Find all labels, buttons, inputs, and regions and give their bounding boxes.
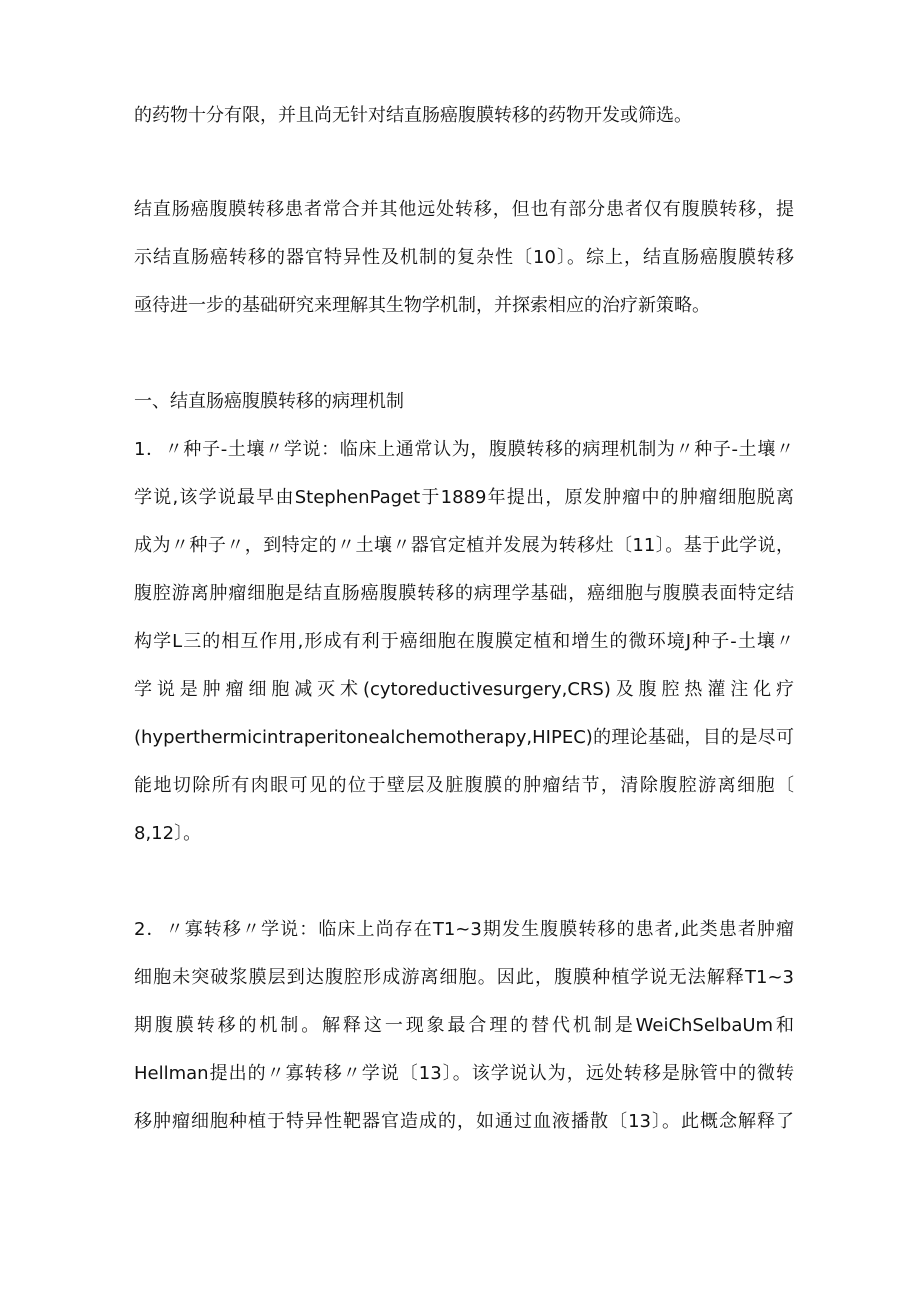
text-line: (hyperthermicintraperitonealchemotherapy,HIPEC)的理论基础，目的是尽可 [134, 727, 794, 748]
text-line: 能地切除所有肉眼可见的位于壁层及脏腹膜的肿瘤结节，清除腹腔游离细胞〔 [134, 775, 794, 796]
text-line: 结直肠癌腹膜转移患者常合并其他远处转移，但也有部分患者仅有腹膜转移，提 [134, 199, 794, 220]
text-line: Hellman提出的〃寡转移〃学说〔13〕。该学说认为，远处转移是脉管中的微转 [134, 1063, 794, 1084]
text-line: 2．〃寡转移〃学说：临床上尚存在T1~3期发生腹膜转移的患者,此类患者肿瘤 [134, 919, 794, 940]
text-line: 亟待进一步的基础研究来理解其生物学机制，并探索相应的治疗新策略。 [134, 295, 710, 316]
section-heading: 一、结直肠癌腹膜转移的病理机制 [134, 391, 404, 412]
text-line: 成为〃种子〃，到特定的〃土壤〃器官定植并发展为转移灶〔11〕。基于此学说， [134, 535, 794, 556]
text-line: 学说是肿瘤细胞减灭术(cytoreductivesurgery,CRS)及腹腔热灌注化疗 [134, 679, 794, 700]
text-line: 构学L三的相互作用,形成有利于癌细胞在腹膜定植和增生的微环境J种子-土壤〃 [134, 631, 794, 652]
text-line: 示结直肠癌转移的器官特异性及机制的复杂性〔10〕。综上，结直肠癌腹膜转移 [134, 247, 794, 268]
text-line: 细胞未突破浆膜层到达腹腔形成游离细胞。因此，腹膜种植学说无法解释T1~3 [134, 967, 794, 988]
text-line: 移肿瘤细胞种植于特异性靶器官造成的，如通过血液播散〔13〕。此概念解释了 [134, 1111, 794, 1132]
text-line: 期腹膜转移的机制。解释这一现象最合理的替代机制是WeiChSelbaUm和 [134, 1015, 794, 1036]
text-line: 的药物十分有限，并且尚无针对结直肠癌腹膜转移的药物开发或筛选。 [134, 105, 692, 126]
text-line: 1．〃种子-土壤〃学说：临床上通常认为，腹膜转移的病理机制为〃种子-土壤〃 [134, 439, 794, 460]
text-line: 腹腔游离肿瘤细胞是结直肠癌腹膜转移的病理学基础，癌细胞与腹膜表面特定结 [134, 583, 794, 604]
text-line: 8,12〕。 [134, 823, 202, 844]
text-line: 学说,该学说最早由StephenPaget于1889年提出，原发肿瘤中的肿瘤细胞脱离 [134, 487, 794, 508]
